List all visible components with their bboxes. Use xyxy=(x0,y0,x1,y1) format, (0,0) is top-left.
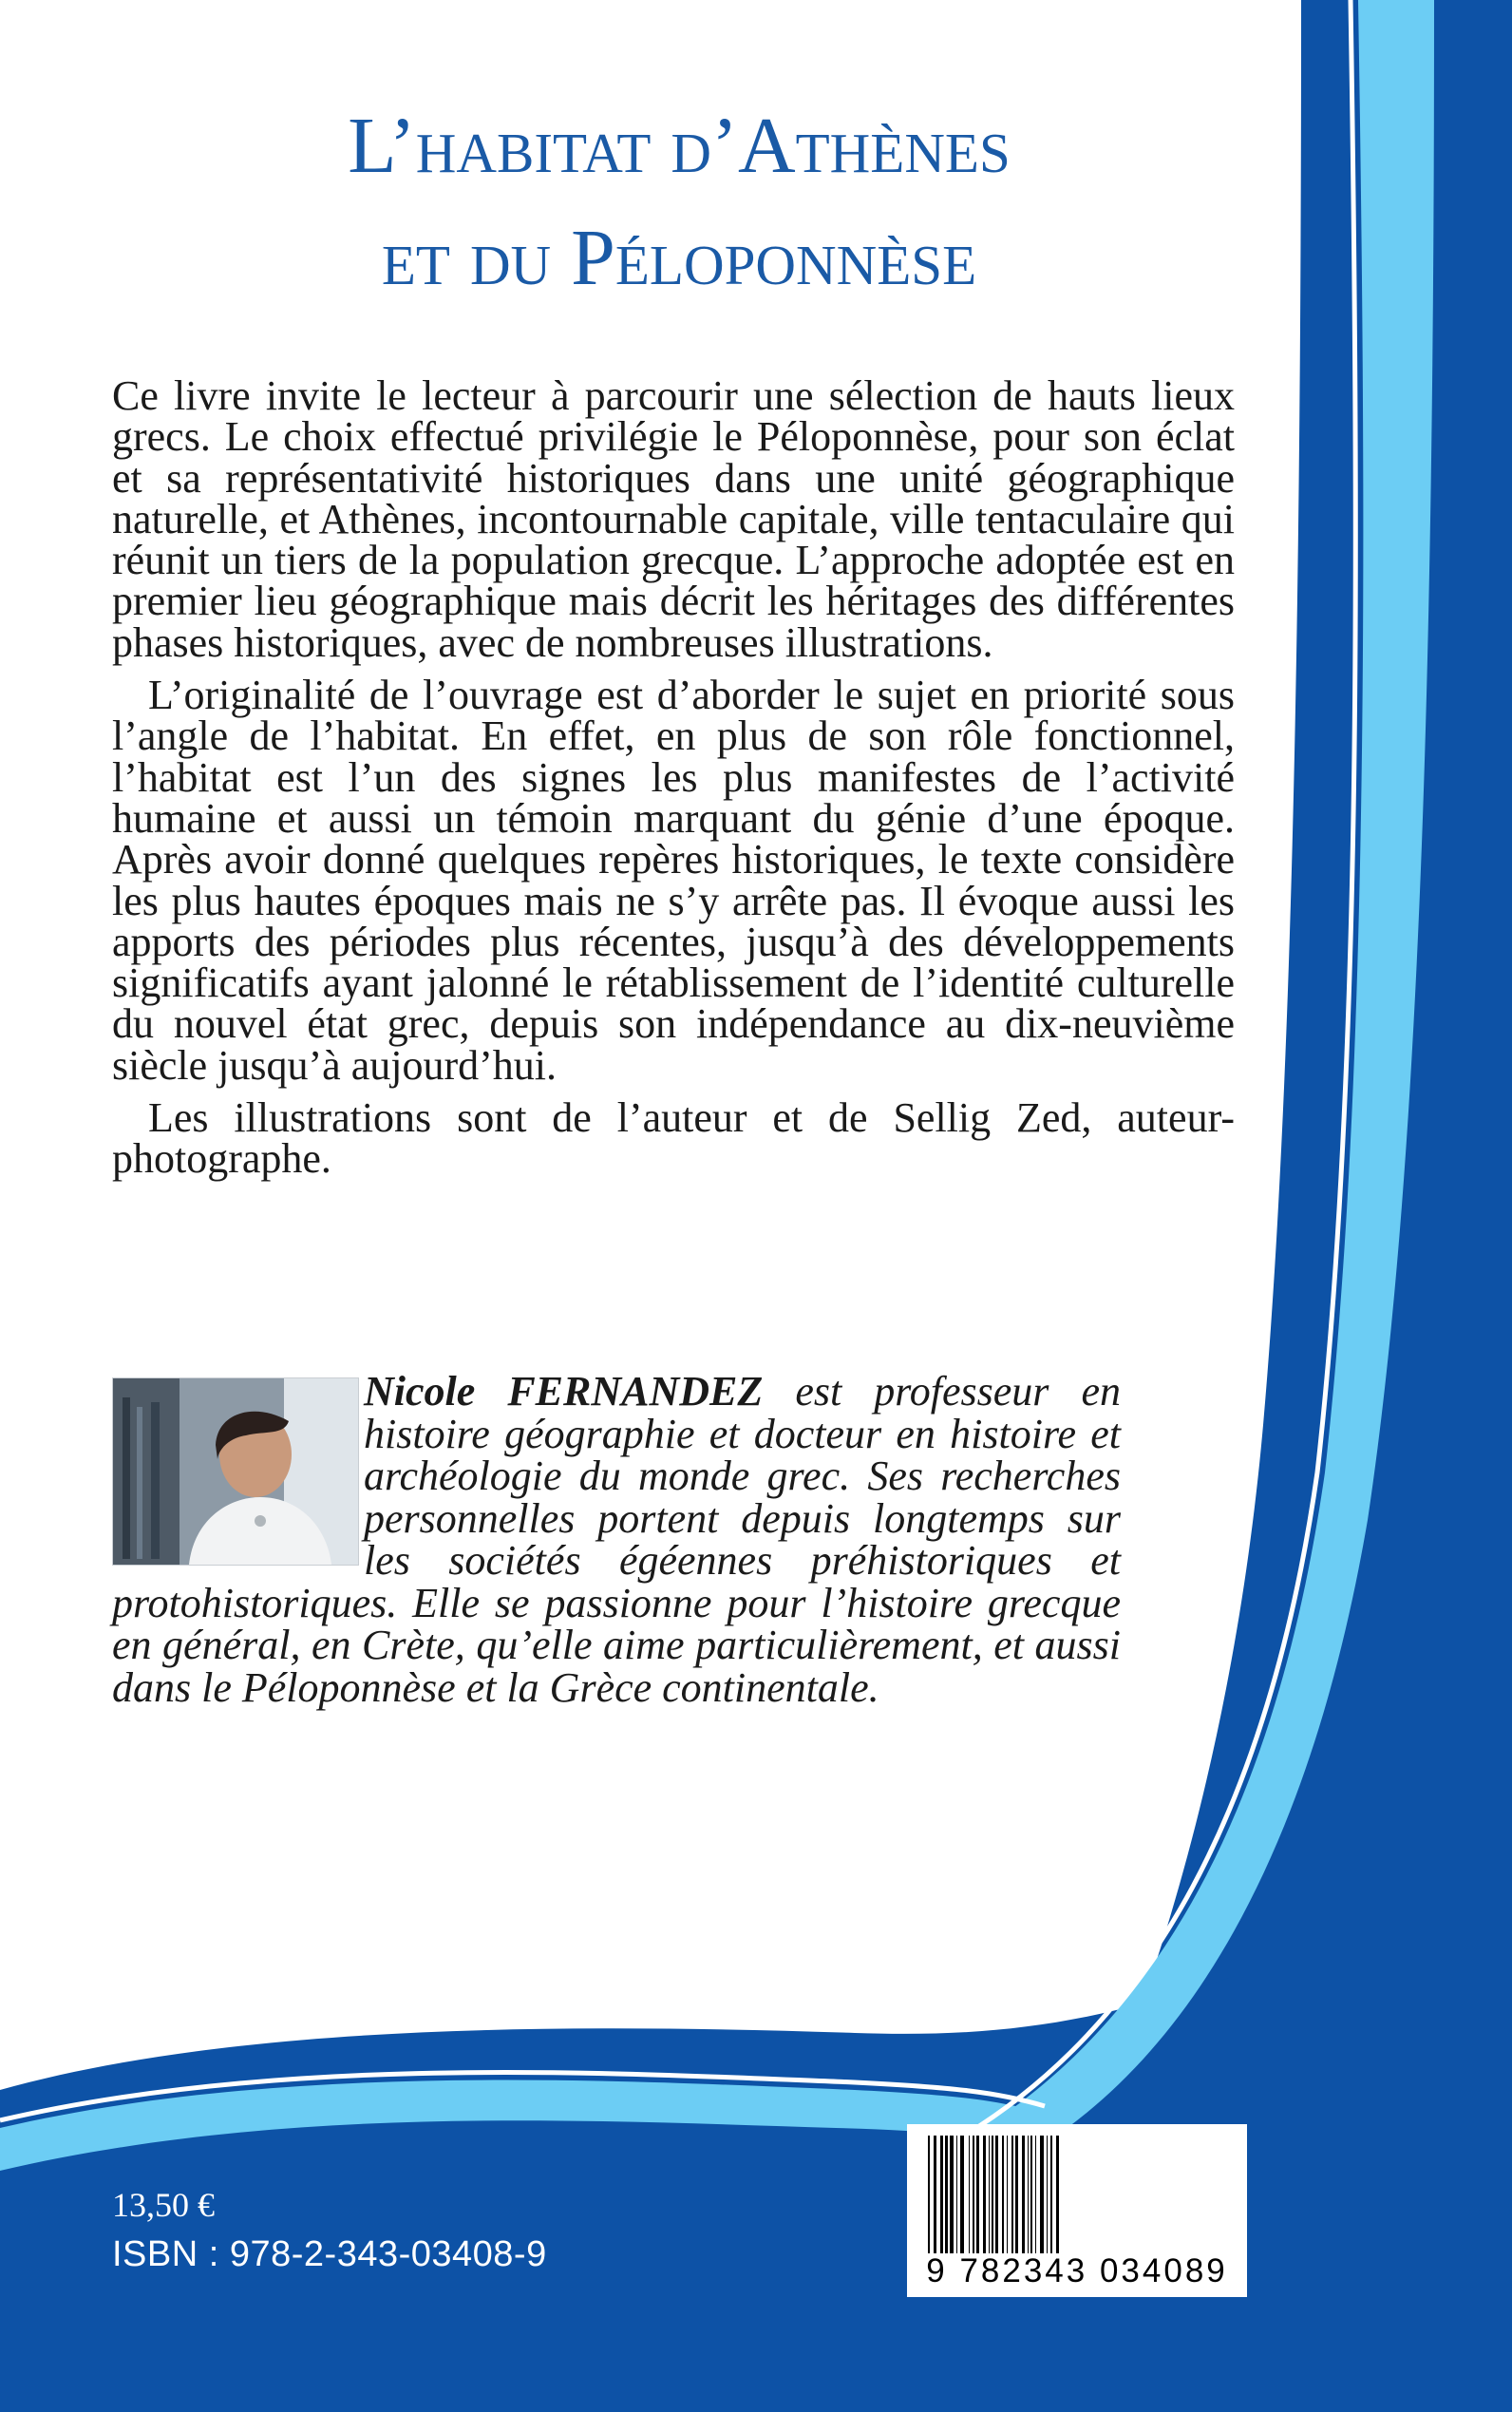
barcode-bar xyxy=(995,2136,998,2253)
barcode-bar xyxy=(976,2136,979,2253)
barcode-bar xyxy=(983,2136,986,2253)
title-line-1: L’habitat d’Athènes xyxy=(348,102,1011,190)
author-bio xyxy=(112,1368,1121,1711)
barcode-bar xyxy=(992,2136,993,2253)
barcode-bar xyxy=(1050,2136,1052,2253)
book-title xyxy=(0,90,1358,314)
barcode-bar xyxy=(1022,2136,1025,2253)
author-name: Nicole FERNANDEZ xyxy=(364,1368,764,1415)
barcode-bar xyxy=(1028,2136,1029,2253)
summary-text xyxy=(112,372,1235,1191)
price: 13,50 € xyxy=(112,2186,215,2224)
summary-paragraph-1: Ce livre invite le lecteur à parcourir une sélection de hauts lieux grecs. Le choix effectué privilégie le Péloponnèse, pour son éclat et sa représentativité historiques dans une unité géographique naturelle, et Athènes, incontournable capitale, ville tentaculaire qui réunit un tiers de la population grecque. L’approche adoptée est en premier lieu géographique mais décrit les héritages des différentes phases historiques, avec de nombreuses illustrations. xyxy=(112,372,1235,666)
barcode-bar xyxy=(1011,2136,1013,2253)
barcode-bar xyxy=(1047,2136,1048,2253)
barcode-bar xyxy=(940,2136,943,2253)
barcode-bar xyxy=(1035,2136,1036,2253)
title-line-2: et du Péloponnèse xyxy=(381,214,977,302)
barcode-bar xyxy=(1007,2136,1008,2253)
summary-paragraph-3: Les illustrations sont de l’auteur et de Sellig Zed, auteur-photographe. xyxy=(112,1094,1235,1183)
summary-paragraph-2: L’originalité de l’ouvrage est d’aborder le sujet en priorité sous l’angle de l’habitat. En effet, en plus de son rôle fonctionnel, l’habitat est l’un des signes les plus manifestes de l’activité humaine et aussi un témoin marquant du génie d’une époque. Après avoir donné quelques repères historiques, le texte considère les plus hautes époques mais ne s’y arrête pas. Il évoque aussi les apports des périodes plus récentes, jusqu’à des développements significatifs ayant jalonné le rétablissement de l’identité culturelle du nouvel état grec, depuis son indépendance au dix-neuvième siècle jusqu’à aujourd’hui. xyxy=(112,672,1235,1089)
barcode-bar xyxy=(928,2136,930,2253)
barcode-bar xyxy=(969,2136,970,2253)
isbn: ISBN : 978-2-343-03408-9 xyxy=(112,2234,547,2274)
barcode-bar xyxy=(1040,2136,1044,2253)
barcode-bar xyxy=(956,2136,957,2253)
barcode-bar xyxy=(950,2136,954,2253)
author-bio-text: est professeur en histoire géographie et docteur en histoire et archéologie du monde grec. Ses recherches personnelles portent depuis longtemps sur les sociétés égéennes préhistoriques et protohistoriques. Elle se passionne pour l’histoire grecque en général, en Crète, qu’elle aime particulièrement, et aussi dans le Péloponnèse et la Grèce continentale. xyxy=(112,1368,1121,1711)
barcode-bar xyxy=(934,2136,936,2253)
barcode-bar xyxy=(1002,2136,1004,2253)
barcode-bar xyxy=(1056,2136,1059,2253)
barcode-bar xyxy=(1030,2136,1032,2253)
barcode-bar xyxy=(973,2136,974,2253)
barcode-bar xyxy=(960,2136,964,2253)
barcode-bar xyxy=(945,2136,948,2253)
barcode-bar xyxy=(1015,2136,1018,2253)
barcode-number: 9 782343 034089 xyxy=(926,2252,1228,2289)
barcode-bar xyxy=(989,2136,990,2253)
